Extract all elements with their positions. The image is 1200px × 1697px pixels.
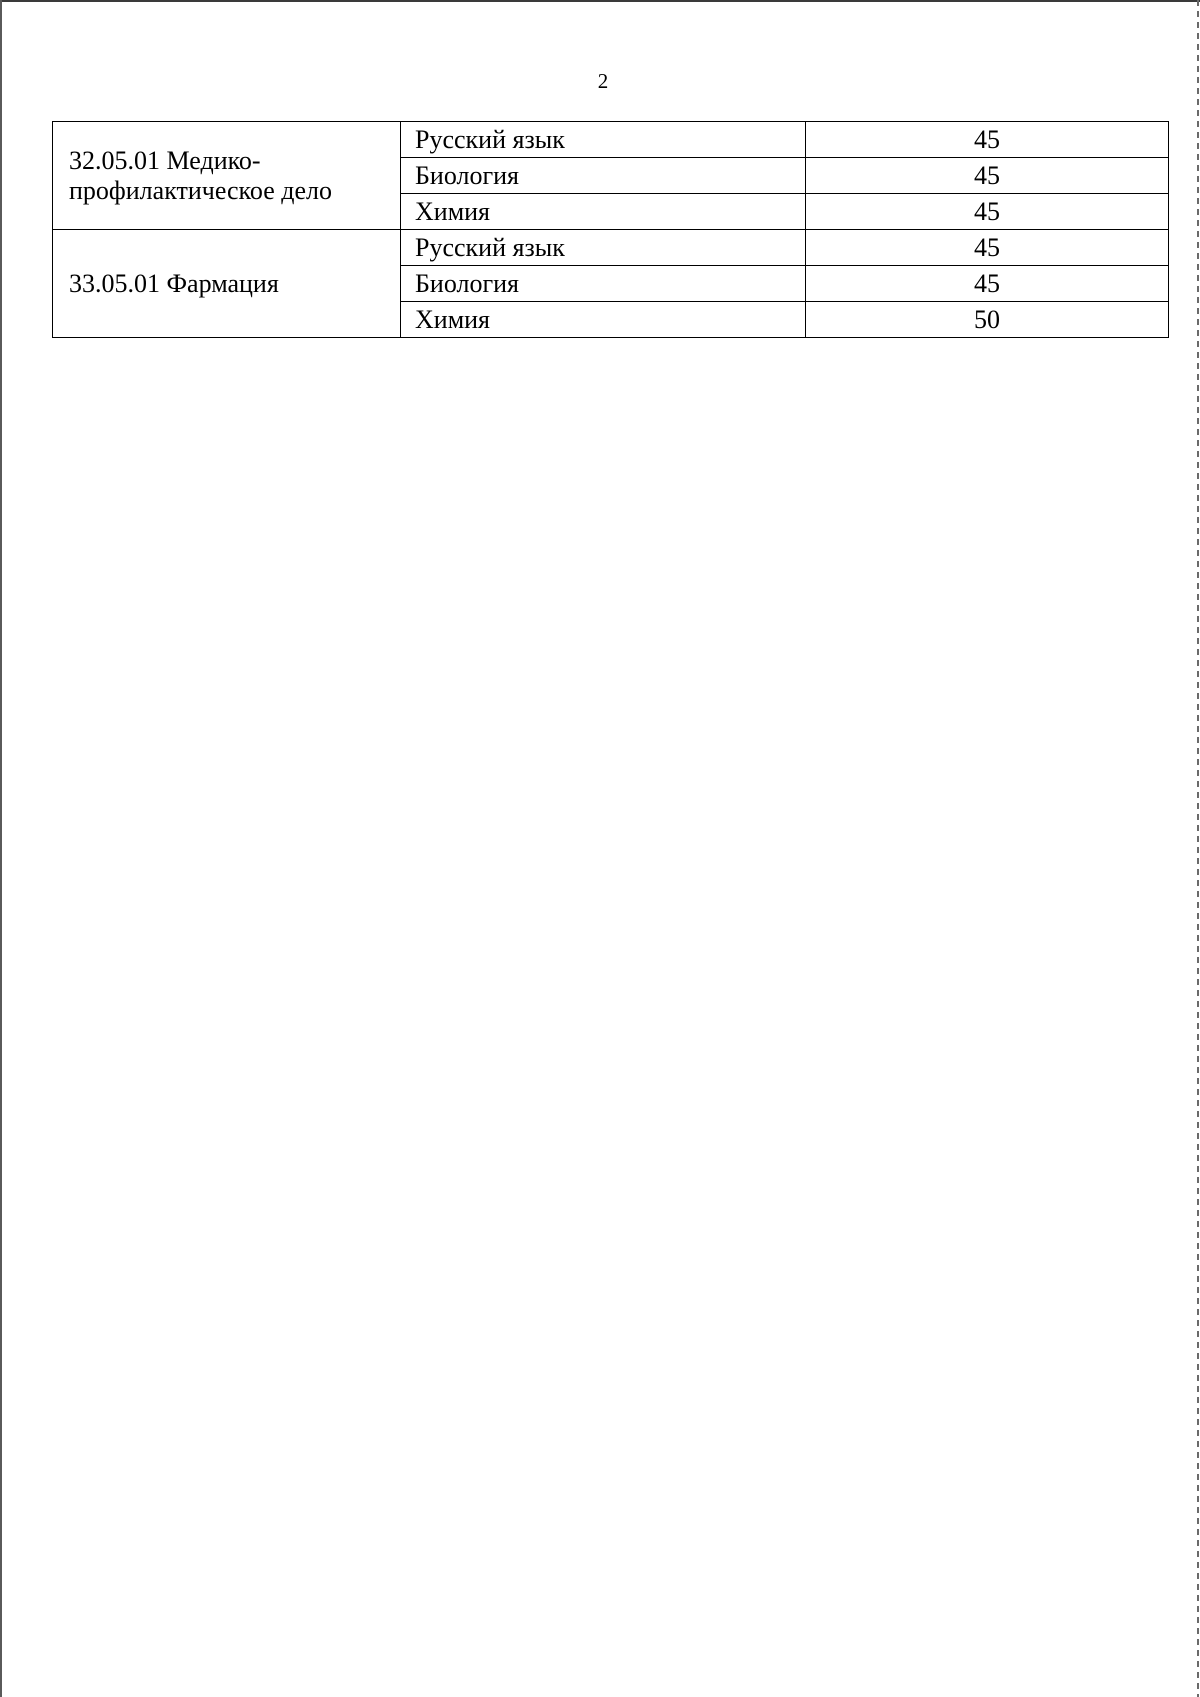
- scan-edge-top: [0, 0, 1200, 2]
- subject-cell: Биология: [401, 266, 806, 302]
- scan-edge-left: [0, 0, 2, 1697]
- subject-cell: Химия: [401, 302, 806, 338]
- score-cell: 50: [806, 302, 1169, 338]
- score-cell: 45: [806, 122, 1169, 158]
- subject-cell: Русский язык: [401, 230, 806, 266]
- minimum-scores-table: [52, 121, 1169, 338]
- table-row: [53, 230, 1169, 266]
- subject-cell: Русский язык: [401, 122, 806, 158]
- subject-cell: Биология: [401, 158, 806, 194]
- scan-edge-right: [1197, 0, 1199, 1697]
- score-cell: 45: [806, 158, 1169, 194]
- score-cell: 45: [806, 266, 1169, 302]
- page-number: 2: [597, 69, 609, 93]
- table-row: [53, 122, 1169, 158]
- subject-cell: Химия: [401, 194, 806, 230]
- score-cell: 45: [806, 194, 1169, 230]
- program-cell: 32.05.01 Медико-профилактическое дело: [53, 122, 401, 230]
- program-cell: 33.05.01 Фармация: [53, 230, 401, 338]
- score-cell: 45: [806, 230, 1169, 266]
